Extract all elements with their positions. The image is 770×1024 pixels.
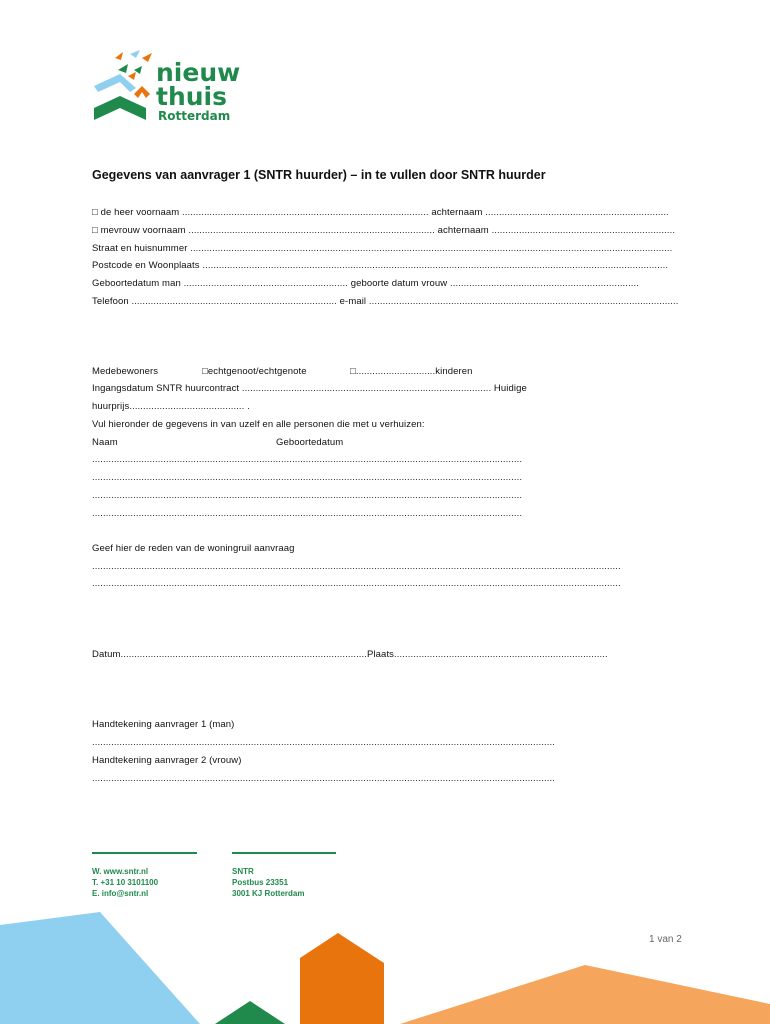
peach-roof-shape [400,965,770,1024]
field-label: Straat en huisnummer [92,243,188,254]
handtekening-2-line[interactable]: ......................................................................................................................................................................... [92,773,555,784]
field-heer-voornaam[interactable]: □ de heer voornaam .......................................................................................... achternaam ................................................................... [92,207,669,218]
field-postcode[interactable]: Postcode en Woonplaats .......................................................................................................................................................................... [92,260,669,271]
household-line[interactable]: ............................................................................................................................................................. [92,454,523,465]
page-number: 1 van 2 [649,934,682,945]
field-telefoon[interactable]: Telefoon ........................................................................... e-mail ................................................................................................................. [92,296,679,307]
column-geboortedatum: Geboortedatum [276,437,344,448]
logo-birds-icon [90,48,160,123]
field-label: Geboortedatum man [92,278,181,289]
field-label: e-mail [339,296,367,307]
logo-line-1: nieuw [156,58,241,87]
field-label: □ de heer voornaam [92,207,180,218]
field-label: huurprijs [92,401,130,412]
handtekening-1-label: Handtekening aanvrager 1 (man) [92,719,235,730]
lightblue-roof-shape [0,912,200,1024]
datum-plaats-field[interactable]: Datum..........................................................................................Plaats.............................................................................. [92,649,608,660]
footer-tel[interactable]: T. +31 10 3101100 [92,878,159,887]
footer-address [232,866,304,899]
footer-divider-right [232,852,336,854]
field-straat[interactable]: Straat en huisnummer ................................................................................................................................................................................ [92,243,673,254]
medebewoners-label: Medebewoners [92,366,159,377]
orange-roof-shape [300,933,384,1024]
handtekening-1-line[interactable]: ......................................................................................................................................................................... [92,737,555,748]
household-line[interactable]: ............................................................................................................................................................. [92,472,523,483]
footer-email[interactable]: E. info@sntr.nl [92,889,149,898]
field-mevrouw-voornaam[interactable]: □ mevrouw voornaam .......................................................................................... achternaam ................................................................... [92,225,676,236]
kinderen-checkbox[interactable]: □ [350,366,356,377]
field-label: achternaam [437,225,489,236]
page-title: Gegevens van aanvrager 1 (SNTR huurder) – in te vullen door SNTR huurder [92,168,546,182]
field-label: Postcode en Woonplaats [92,260,200,271]
reden-label: Geef hier de reden van de woningruil aanvraag [92,543,295,554]
handtekening-2-label: Handtekening aanvrager 2 (vrouw) [92,755,242,766]
column-naam: Naam [92,437,118,448]
logo-line-2: thuis [156,82,227,111]
field-label: □ mevrouw voornaam [92,225,186,236]
household-line[interactable]: ............................................................................................................................................................. [92,508,523,519]
field-label: Ingangsdatum SNTR huurcontract [92,383,240,394]
field-label: Huidige [493,383,527,394]
kinderen-label: kinderen [435,366,473,377]
footer-divider-left [92,852,197,854]
footer-web[interactable]: W. www.sntr.nl [92,867,149,876]
household-line[interactable]: ............................................................................................................................................................. [92,490,523,501]
kinderen-field[interactable]: □.............................kinderen [350,366,473,377]
instruction-text: Vul hieronder de gegevens in van uzelf en alle personen die met u verhuizen: [92,419,425,430]
logo-line-3: Rotterdam [158,109,231,123]
field-label: geboorte datum vrouw [350,278,448,289]
footer-postcode: 3001 KJ Rotterdam [232,889,305,898]
medebewoners-row [92,366,158,377]
footer-org: SNTR [232,867,254,876]
footer-contact [92,866,158,899]
footer-postbus: Postbus 23351 [232,878,289,887]
huurprijs-field[interactable]: huurprijs.......................................... . [92,401,250,412]
field-geboortedatum[interactable]: Geboortedatum man ............................................................ geboorte datum vrouw ..................................................................... [92,278,639,289]
plaats-label: Plaats [367,649,395,660]
ingangsdatum-field[interactable]: Ingangsdatum SNTR huurcontract ........................................................................................... Huidige [92,383,527,394]
reden-line[interactable]: ................................................................................................................................................................................................. [92,561,621,572]
reden-line[interactable]: ................................................................................................................................................................................................. [92,578,621,589]
field-label: Telefoon [92,296,129,307]
green-roof-shape [215,1001,285,1024]
field-label: achternaam [431,207,483,218]
partner-checkbox[interactable]: □echtgenoot/echtgenote [202,366,307,377]
datum-label: Datum [92,649,121,660]
